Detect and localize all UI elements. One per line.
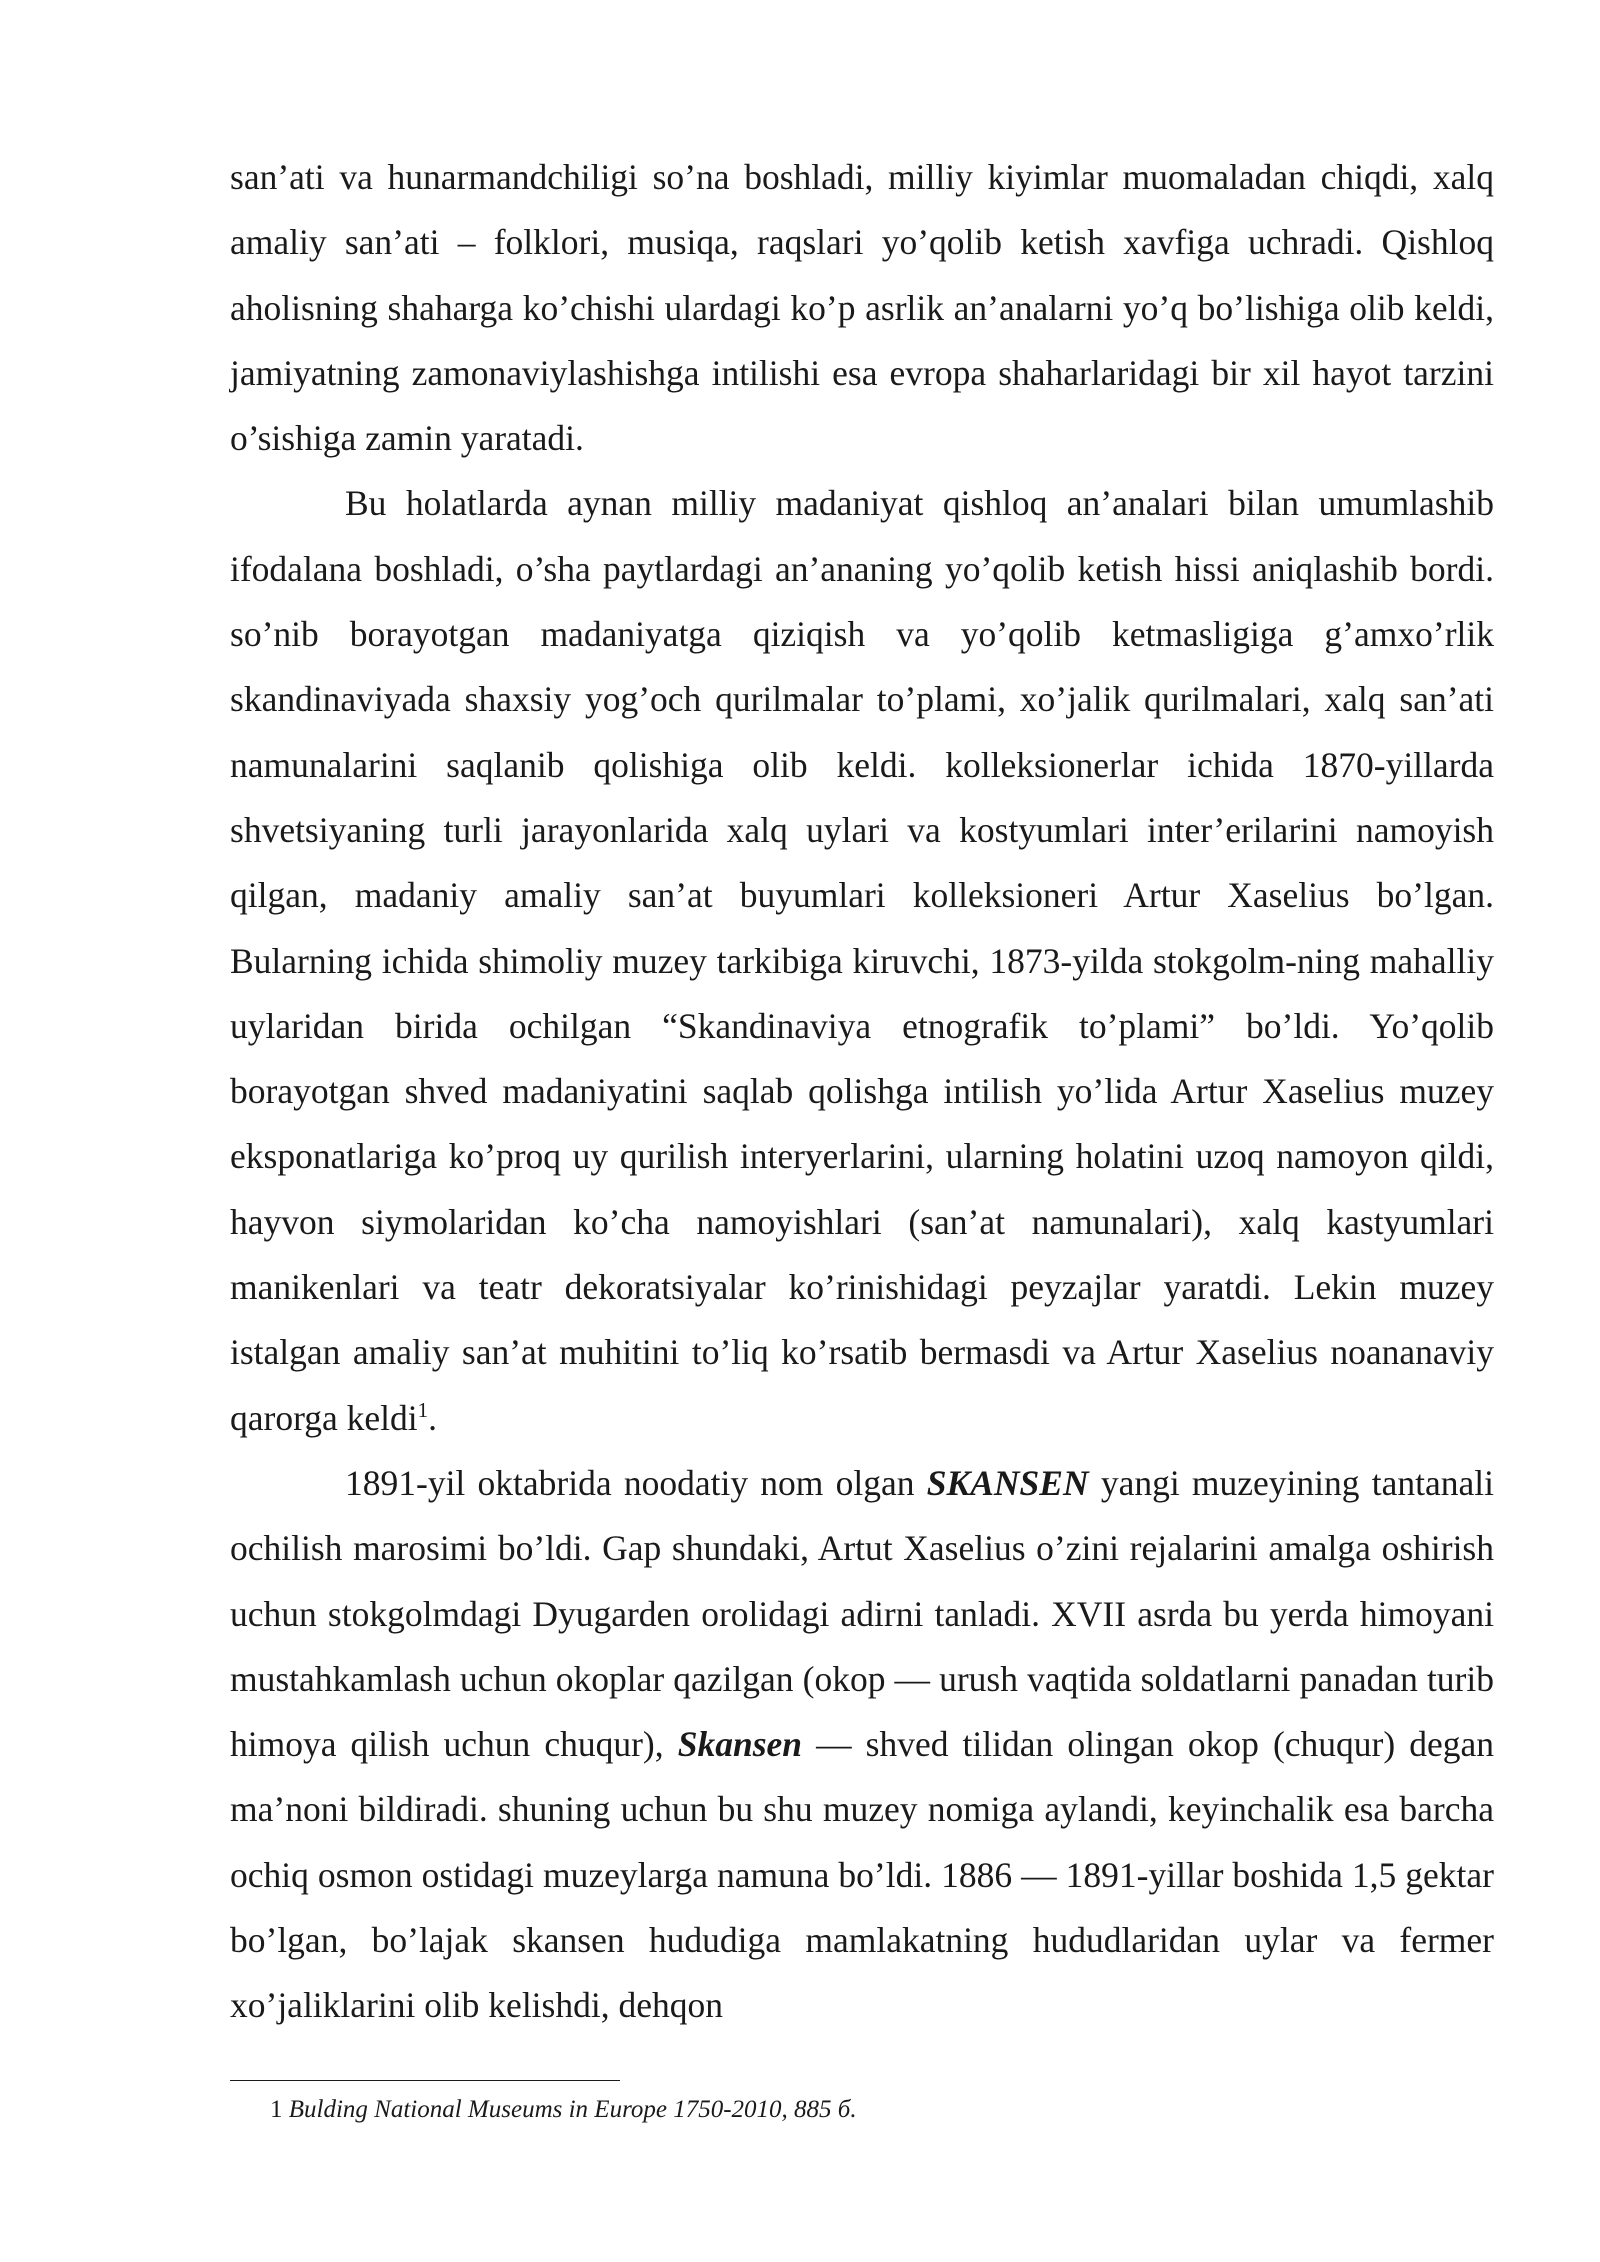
text-run: yangi muzeyining tantanali ochilish marosimi bo’ldi. Gap shundaki, Artut Xaselius o’zini rejalarini amalga oshirish uchun stokgolmdagi Dyugarden orolidagi adirni tanladi. XVII asrda bu yerda himoyani mustahkamlash uchun okoplar qazilgan (okop — urush vaqtida soldatlarni panadan turib himoya qilish uchun chuqur), (230, 1462, 1494, 1765)
text-run: san’ati va hunarmandchiligi so’na boshladi, milliy kiyimlar muomaladan chiqdi, xalq amaliy san’ati – folklori, musiqa, raqslari yo’qolib ketish xavfiga uchradi. Qishloq aholisning shaharga ko’chishi ulardagi ko’p asrlik an’analarni yo’q bo’lishiga olib keldi, jamiyatning zamonaviylashishga intilishi esa evropa shaharlaridagi bir xil hayot tarzini o’sishiga zamin yaratadi. (230, 157, 1494, 459)
footnote (270, 2092, 857, 2128)
emphasis-term: Skansen (677, 1724, 803, 1765)
main-text (230, 145, 1494, 2039)
footnote-source: Bulding National Museums in Europe 1750-2010, 885 б. (288, 2096, 857, 2123)
footnote-number: 1 (270, 2096, 283, 2123)
paragraph (230, 1451, 1494, 2039)
paragraph (230, 145, 1494, 471)
text-run: . (428, 1397, 437, 1438)
footnote-separator (230, 2080, 620, 2081)
text-run: Bu holatlarda aynan milliy madaniyat qishloq an’analari bilan umumlashib ifodalana boshladi, o’sha paytlardagi an’ananing yo’qolib ketish hissi aniqlashib bordi. so’nib borayotgan madaniyatga qiziqish va yo’qolib ketmasligiga g’amxo’rlik skandinaviyada shaxsiy yog’och qurilmalar to’plami, xo’jalik qurilmalari, xalq san’ati namunalarini saqlanib qolishiga olib keldi. kolleksionerlar ichida 1870-yillarda shvetsiyaning turli jarayonlarida xalq uylari va kostyumlari inter’erilarini namoyish qilgan, madaniy amaliy san’at buyumlari kolleksioneri Artur Xaselius bo’lgan. Bularning ichida shimoliy muzey tarkibiga kiruvchi, 1873-yilda stokgolm-ning mahalliy uylaridan birida ochilgan “Skandinaviya etnografik to’plami” bo’ldi. Yo’qolib borayotgan shved madaniyatini saqlab qolishga intilish yo’lida Artur Xaselius muzey eksponatlariga ko’proq uy qurilish interyerlarini, ularning holatini uzoq namoyon qildi, hayvon siymolaridan ko’cha namoyishlari (san’at namunalari), xalq kastyumlari manikenlari va teatr dekoratsiyalar ko’rinishidagi peyzajlar yaratdi. Lekin muzey istalgan amaliy san’at muhitini to’liq ko’rsatib bermasdi va Artur Xaselius noananaviy qarorga keldi (230, 483, 1494, 1438)
paragraph (230, 471, 1494, 1450)
emphasis-term: SKANSEN (926, 1462, 1089, 1503)
text-run: 1891-yil oktabrida noodatiy nom olgan (345, 1462, 927, 1503)
text-run: — shved tilidan olingan okop (chuqur) degan ma’noni bildiradi. shuning uchun bu shu muzey nomiga aylandi, keyinchalik esa barcha ochiq osmon ostidagi muzeylarga namuna bo’ldi. 1886 — 1891-yillar boshida 1,5 gektar bo’lgan, bo’lajak skansen hududiga mamlakatning hududlaridan uylar va fermer xo’jaliklarini olib kelishdi, dehqon (230, 1724, 1495, 2026)
footnote-reference: 1 (417, 1397, 429, 1422)
